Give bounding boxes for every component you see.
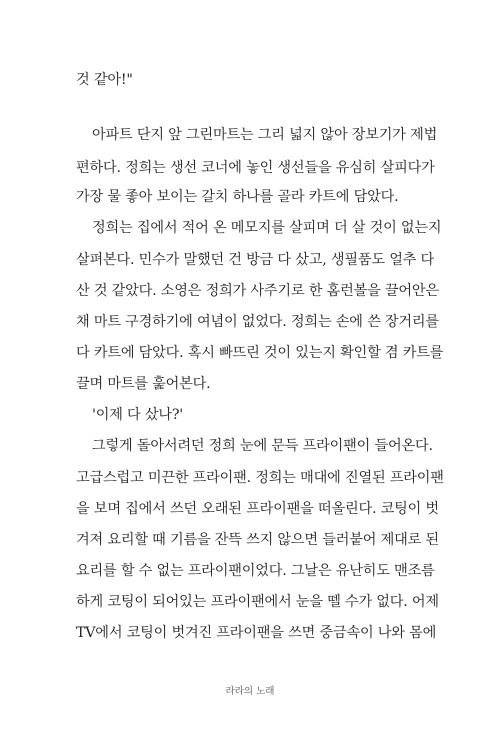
text-line: 정희는 집에서 적어 온 메모지를 살피며 더 살 것이 없는지 [92, 220, 442, 236]
text-line: 다 카트에 담았다. 혹시 빠뜨린 것이 있는지 확인할 겸 카트를 [76, 345, 444, 361]
text-line: 고급스럽고 미끈한 프라이팬. 정희는 매대에 진열된 프라이팬 [76, 470, 444, 486]
text-line: 끌며 마트를 훑어본다. [76, 376, 211, 392]
text-line: 그렇게 돌아서려던 정희 눈에 문득 프라이팬이 들어온다. [92, 438, 433, 454]
text-line: 을 보며 집에서 쓰던 오래된 프라이팬을 떠올린다. 코팅이 벗 [76, 501, 439, 517]
book-title-footer: 라라의 노래 [225, 686, 275, 697]
text-line: 요리를 할 수 없는 프라이팬이었다. 그날은 유난히도 맨조름 [76, 563, 435, 579]
text-line: 아파트 단지 앞 그린마트는 그리 넓지 않아 장보기가 제법 [92, 127, 438, 143]
text-line: 산 것 같았다. 소영은 정희가 사주기로 한 홈런볼을 끌어안은 [76, 283, 439, 299]
text-line: TV에서 코팅이 벗겨진 프라이팬을 쓰면 중금속이 나와 몸에 [76, 625, 437, 641]
text-line: 살펴본다. 민수가 말했던 건 방금 다 샀고, 생필품도 얼추 다 [76, 252, 435, 268]
text-line: 채 마트 구경하기에 여념이 없었다. 정희는 손에 쓴 장거리를 [76, 314, 439, 330]
text-line: 가장 물 좋아 보이는 갈치 하나를 골라 카트에 담았다. [76, 189, 399, 205]
text-line: 겨져 요리할 때 기름을 잔뜩 쓰지 않으면 들러붙어 제대로 된 [76, 532, 439, 548]
text-line: 것 같아!" [76, 72, 133, 88]
text-line: '이제 다 샀나?' [92, 407, 183, 423]
text-line: 편하다. 정희는 생선 코너에 놓인 생선들을 유심히 살피다가 [76, 160, 435, 176]
text-line: 하게 코팅이 되어있는 프라이팬에서 눈을 뗄 수가 없다. 어제 [76, 594, 439, 610]
